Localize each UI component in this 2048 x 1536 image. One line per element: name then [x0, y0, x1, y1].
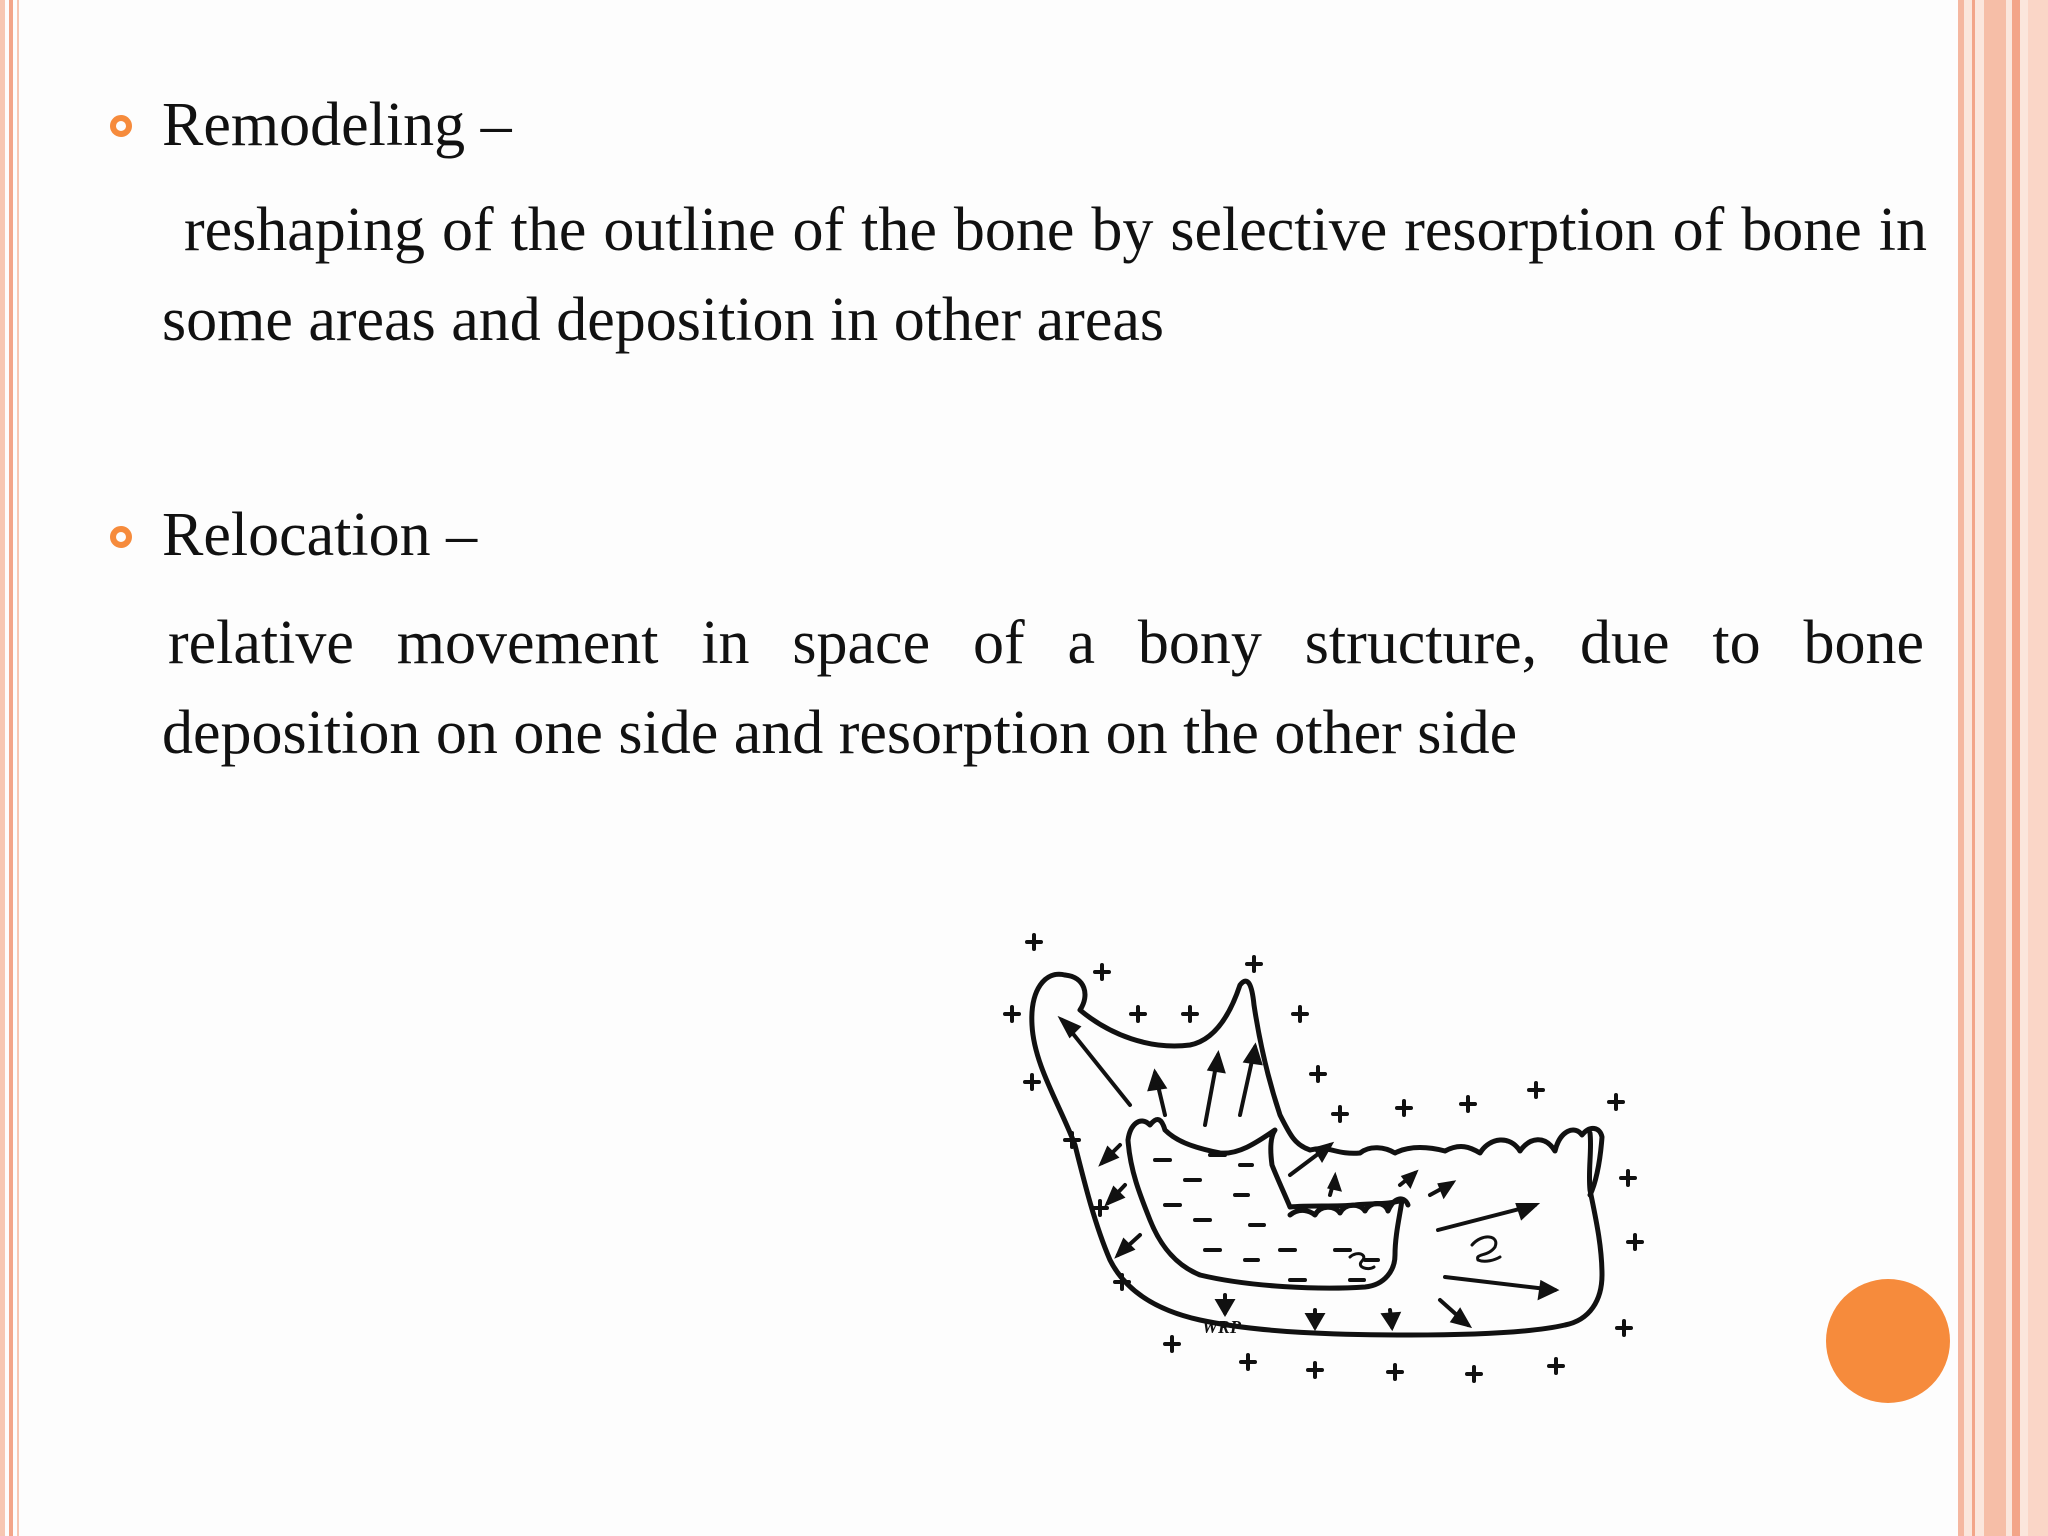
- point-body-relocation: relative movement in space of a bony structure, due to bone deposition on one side and resorption on the other side: [162, 609, 1924, 767]
- mandible-remodeling-diagram: [990, 915, 1670, 1395]
- right-border-line: [1984, 0, 2006, 1536]
- sigmoid-notch: [1065, 975, 1310, 1150]
- upper-teeth: [1310, 1128, 1602, 1195]
- right-border-line: [1958, 0, 1964, 1536]
- point-heading-relocation: Relocation –: [162, 501, 478, 569]
- bullet-icon: [110, 115, 132, 137]
- right-border-line: [2012, 0, 2020, 1536]
- bullet-icon: [110, 526, 132, 548]
- right-border-line: [1972, 0, 1975, 1536]
- decorative-orange-circle: [1826, 1279, 1950, 1403]
- left-border-line: [17, 0, 19, 1536]
- figure-signature: WRP: [1202, 1317, 1242, 1337]
- left-border-line: [0, 0, 5, 1536]
- point-heading-remodeling: Remodeling –: [162, 91, 512, 159]
- left-border-line: [9, 0, 13, 1536]
- right-border-line: [2028, 0, 2048, 1536]
- point-body-remodeling: reshaping of the outline of the bone by selective resorption of bone in some areas and deposition in other areas: [162, 196, 1927, 354]
